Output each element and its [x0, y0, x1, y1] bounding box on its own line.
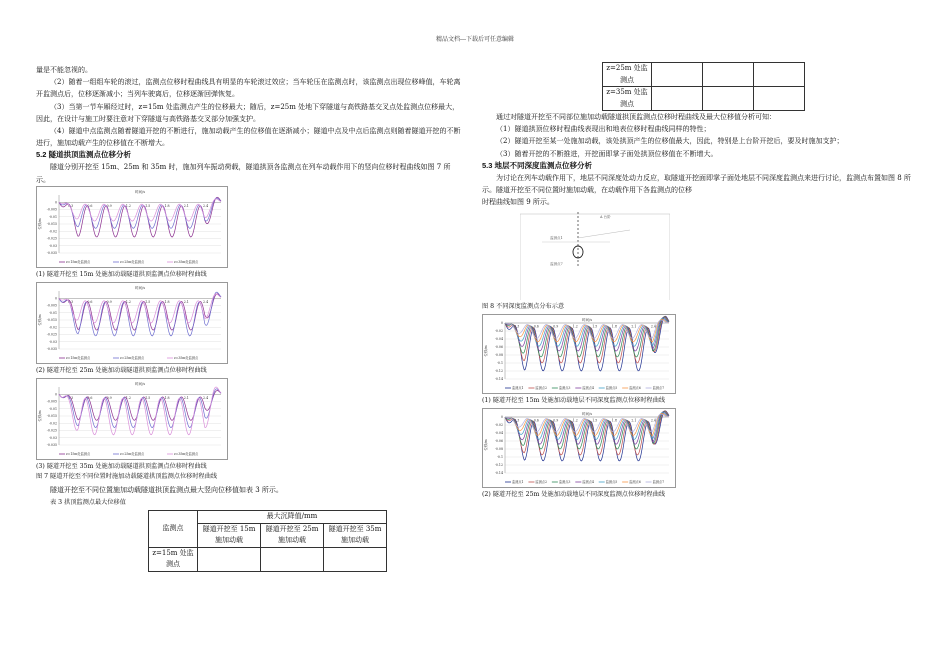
para-r3: （3）随着开挖的不断推进，开挖面即掌子面处拱顶位移值在不断增大。 — [496, 149, 718, 158]
x-tick-label: 1.5 — [145, 299, 151, 304]
table-cell — [703, 87, 754, 111]
y-tick-label: 0 — [500, 415, 503, 420]
series-line — [59, 292, 221, 336]
series-line — [59, 389, 221, 428]
section-heading-5-3: 5.3 地层不同深度监测点位移分析 — [482, 160, 593, 170]
x-tick-label: 1.8 — [611, 418, 617, 423]
y-tick-label: -0.035 — [46, 443, 57, 448]
y-tick-label: -0.005 — [46, 303, 57, 308]
y-tick-label: -0.01 — [48, 310, 57, 315]
y-tick-label: -0.02 — [48, 229, 57, 234]
caption-2: (2) 隧道开挖至 25m 处施加动载隧道拱顶监测点位移时程曲线 — [36, 366, 207, 374]
chart-axis-title: 时间/s — [134, 285, 146, 290]
caption-r1: (1) 隧道开挖至 15m 处施加动载地层不同深度监测点位移时程曲线 — [482, 397, 666, 405]
x-tick-label: 0.6 — [87, 299, 93, 304]
x-tick-label: 2.1 — [631, 324, 637, 329]
x-tick-label: 0.9 — [106, 299, 112, 304]
legend-label: z=25m处监测点 — [120, 355, 145, 360]
x-tick-label: 0.6 — [87, 395, 93, 400]
y-tick-label: -0.01 — [48, 406, 57, 411]
figure-8-caption: 图 8 不同深度监测点分布示意 — [482, 303, 565, 311]
legend-label: z=25m处监测点 — [120, 451, 145, 456]
x-tick-label: 2.1 — [183, 395, 189, 400]
table-header-point: 监测点 — [149, 511, 198, 548]
x-tick-label: 2.4 — [203, 395, 209, 400]
y-tick-label: -0.08 — [494, 353, 503, 358]
table-continued — [602, 62, 805, 111]
legend-label: 监测点1 — [512, 480, 524, 485]
caption-1: (1) 隧道开挖至 15m 处施加动载隧道拱顶监测点位移时程曲线 — [36, 270, 207, 278]
legend-label: z=35m处监测点 — [174, 259, 199, 264]
page-header: 精品文档---下载后可任意编辑 — [435, 36, 515, 43]
series-line — [505, 320, 669, 343]
legend-label: z=15m处监测点 — [66, 259, 91, 264]
x-tick-label: 2.4 — [650, 418, 656, 423]
y-tick-label: 0 — [54, 296, 57, 301]
chart-y-title: 位移/m — [38, 314, 42, 326]
y-tick-label: 0 — [54, 392, 57, 397]
chart-y-title: 位移/m — [484, 345, 488, 357]
table-col-header: 隧道开挖至 35m 施加动载 — [324, 523, 387, 547]
chart-y-title: 位移/m — [38, 410, 42, 422]
x-tick-label: 0.3 — [68, 299, 74, 304]
x-tick-label: 0.6 — [87, 203, 93, 208]
legend-label: 监测点3 — [558, 386, 571, 391]
diagram-label: 监测点7 — [550, 262, 563, 267]
legend-label: 监测点1 — [512, 386, 524, 391]
para-3: （3）当第一节车厢经过时，z=15m 处监测点产生的位移最大；随后，z=25m 处地下穿隧道与高铁路基交叉点处监测点位移最大，因此，在设计与施工时要注意对下穿隧道与高铁路基交叉部分加强支护。 — [36, 102, 460, 123]
table-cell — [261, 547, 324, 571]
x-tick-label: 1.8 — [611, 324, 617, 329]
legend-label: 监测点6 — [629, 480, 641, 485]
y-tick-label: -0.02 — [494, 329, 503, 334]
diagram-label: 监测点1 — [550, 236, 563, 241]
y-tick-label: -0.015 — [46, 414, 57, 419]
section-heading-5-2: 5.2 隧道拱顶监测点位移分析 — [36, 150, 132, 160]
x-tick-label: 1.2 — [125, 395, 131, 400]
para-5-3-end: 时程曲线如图 9 所示。 — [482, 198, 554, 207]
legend-label: z=35m处监测点 — [174, 355, 199, 360]
y-tick-label: -0.005 — [46, 399, 57, 404]
x-tick-label: 0.3 — [68, 203, 74, 208]
x-tick-label: 0.9 — [106, 203, 112, 208]
legend-label: 监测点4 — [582, 480, 594, 485]
legend-label: z=25m处监测点 — [120, 259, 145, 264]
table-cell — [652, 63, 703, 87]
legend-label: 监测点7 — [652, 480, 665, 485]
table-cell — [703, 63, 754, 87]
monitoring-point-diagram — [520, 208, 670, 300]
y-tick-label: -0.025 — [46, 428, 57, 433]
x-tick-label: 0.3 — [514, 324, 520, 329]
x-tick-label: 1.5 — [592, 324, 598, 329]
x-tick-label: 2.4 — [650, 324, 656, 329]
left-column — [36, 64, 461, 572]
para-5-2: 隧道分别开挖至 15m、25m 和 35m 时，施加列车振动荷载，隧道拱顶各监测点在列车动载作用下的竖向位移时程曲线如图 7 所示。 — [36, 163, 451, 184]
x-tick-label: 1.2 — [125, 299, 131, 304]
para-r2: （2）隧道开挖至某一处施加动载，该处拱顶产生的位移值最大，因此，特别是上台阶开挖后，要及时施加支护； — [496, 137, 844, 146]
y-tick-label: -0.01 — [48, 214, 57, 219]
y-tick-label: -0.005 — [46, 207, 57, 212]
y-tick-label: -0.02 — [48, 325, 57, 330]
chart-y-title: 位移/m — [38, 218, 42, 230]
x-tick-label: 2.4 — [203, 203, 209, 208]
y-tick-label: 0 — [500, 321, 503, 326]
figure-7-caption: 图 7 隧道开挖至不同位置时施加动载隧道拱顶监测点位移时程曲线 — [36, 472, 218, 480]
x-tick-label: 0.6 — [533, 418, 539, 423]
chart-1 — [36, 186, 228, 268]
legend-label: z=15m处监测点 — [66, 451, 91, 456]
y-tick-label: -0.12 — [494, 463, 503, 468]
x-tick-label: 1.2 — [572, 418, 578, 423]
legend-label: 监测点2 — [535, 480, 548, 485]
y-tick-label: -0.03 — [48, 435, 57, 440]
para-r1: （1）隧道拱顶位移时程曲线表现出和地表位移时程曲线同样的特性； — [496, 125, 711, 134]
x-tick-label: 1.5 — [145, 395, 151, 400]
para-2: （2）随着一组组车轮的滚过，监测点位移时程曲线具有明显的车轮滚过效应；当车轮压在监测点时，该监测点出现位移峰值，车轮离开监测点后，位移逐渐减小；当列车驶离后，位移逐渐回弹恢复。 — [36, 78, 461, 99]
table-cell — [754, 63, 805, 87]
x-tick-label: 0.3 — [68, 395, 74, 400]
table-cell — [324, 547, 387, 571]
x-tick-label: 2.1 — [183, 203, 189, 208]
x-tick-label: 1.8 — [164, 203, 170, 208]
y-tick-label: -0.03 — [48, 339, 57, 344]
x-tick-label: 1.2 — [125, 203, 131, 208]
y-tick-label: -0.035 — [46, 251, 57, 256]
para-intro: 量是不能忽视的。 — [36, 66, 92, 74]
table-col-header: 隧道开挖至 15m 施加动载 — [198, 523, 261, 547]
legend-label: 监测点5 — [605, 480, 618, 485]
para-summary: 通过对隧道开挖至不同部位施加动载隧道拱顶监测点位移时程曲线及最大位移值分析可知： — [496, 113, 776, 121]
para-5-3: 为讨论在列车动载作用下，地层不同深度处动力反应，取隧道开挖面即掌子面处地层不同深度监测点来进行讨论，监测点布置如图 8 所示。隧道开挖至不同位置时施加动载，在动载作用下各监测点的位移 — [482, 173, 911, 195]
table-header-group: 最大沉降值/mm — [198, 511, 387, 524]
y-tick-label: -0.025 — [46, 236, 57, 241]
x-tick-label: 2.4 — [203, 299, 209, 304]
y-tick-label: -0.025 — [46, 332, 57, 337]
chart-4 — [482, 314, 676, 394]
legend-label: 监测点3 — [558, 480, 571, 485]
x-tick-label: 2.1 — [183, 299, 189, 304]
table-cell — [754, 87, 805, 111]
chart-3 — [36, 378, 228, 460]
chart-2 — [36, 282, 228, 364]
caption-r2: (2) 隧道开挖至 25m 处施加动载地层不同深度监测点位移时程曲线 — [482, 491, 666, 499]
table-row-label: z=15m 处监测点 — [149, 547, 198, 571]
y-tick-label: 0 — [54, 200, 57, 205]
table-cell — [198, 547, 261, 571]
x-tick-label: 1.5 — [592, 418, 598, 423]
y-tick-label: -0.06 — [494, 439, 503, 444]
y-tick-label: -0.04 — [494, 337, 503, 342]
para-table: 隧道开挖至不同位置施加动载隧道拱顶监测点最大竖向位移值如表 3 所示。 — [50, 485, 283, 494]
series-line — [59, 294, 221, 330]
table-row-label: z=35m 处监测点 — [603, 87, 652, 111]
table-caption: 表 3 拱顶监测点最大位移值 — [50, 499, 126, 507]
x-tick-label: 1.2 — [572, 324, 578, 329]
y-tick-label: -0.14 — [494, 471, 503, 476]
chart-axis-title: 时间/s — [581, 412, 593, 417]
legend-label: 监测点6 — [629, 386, 641, 391]
y-tick-label: -0.02 — [48, 421, 57, 426]
chart-y-title: 位移/m — [484, 439, 488, 451]
chart-axis-title: 时间/s — [134, 189, 146, 194]
chart-axis-title: 时间/s — [581, 318, 593, 323]
diagram-label: A 台阶 — [600, 215, 611, 220]
y-tick-label: -0.04 — [494, 431, 503, 436]
chart-5 — [482, 408, 676, 488]
x-tick-label: 1.8 — [164, 299, 170, 304]
table-cell — [652, 87, 703, 111]
y-tick-label: -0.035 — [46, 347, 57, 352]
y-tick-label: -0.015 — [46, 222, 57, 227]
x-tick-label: 0.3 — [514, 418, 520, 423]
diagram-svg — [520, 208, 670, 300]
chart-axis-title: 时间/s — [134, 381, 146, 386]
y-tick-label: -0.015 — [46, 318, 57, 323]
series-line — [505, 411, 669, 461]
y-tick-label: -0.03 — [48, 243, 57, 248]
x-tick-label: 0.6 — [533, 324, 539, 329]
y-tick-label: -0.12 — [494, 369, 503, 374]
leader-line — [578, 230, 630, 238]
legend-label: z=35m处监测点 — [174, 451, 199, 456]
x-tick-label: 1.8 — [164, 395, 170, 400]
y-tick-label: -0.1 — [496, 361, 503, 366]
caption-3: (3) 隧道开挖至 35m 处施加动载隧道拱顶监测点位移时程曲线 — [36, 462, 207, 470]
legend-label: z=15m处监测点 — [66, 355, 91, 360]
right-column — [482, 62, 914, 502]
x-tick-label: 0.9 — [553, 418, 559, 423]
y-tick-label: -0.02 — [494, 423, 503, 428]
y-tick-label: -0.1 — [496, 455, 503, 460]
y-tick-label: -0.14 — [494, 377, 503, 382]
x-tick-label: 1.5 — [145, 203, 151, 208]
legend-label: 监测点2 — [535, 386, 548, 391]
y-tick-label: -0.08 — [494, 447, 503, 452]
table-col-header: 隧道开挖至 25m 施加动载 — [261, 523, 324, 547]
legend-label: 监测点4 — [582, 386, 594, 391]
legend-label: 监测点7 — [652, 386, 665, 391]
max-displacement-table — [148, 510, 387, 572]
x-tick-label: 0.9 — [106, 395, 112, 400]
y-tick-label: -0.06 — [494, 345, 503, 350]
x-tick-label: 0.9 — [553, 324, 559, 329]
table-row-label: z=25m 处监测点 — [603, 63, 652, 87]
legend-label: 监测点5 — [605, 386, 618, 391]
x-tick-label: 2.1 — [631, 418, 637, 423]
para-4: （4）隧道中点监测点随着隧道开挖的不断进行，施加动载产生的位移值在逐渐减小；隧道中点及中点后监测点则随着隧道开挖的不断进行，施加动载产生的位移值在不断增大。 — [36, 127, 461, 148]
